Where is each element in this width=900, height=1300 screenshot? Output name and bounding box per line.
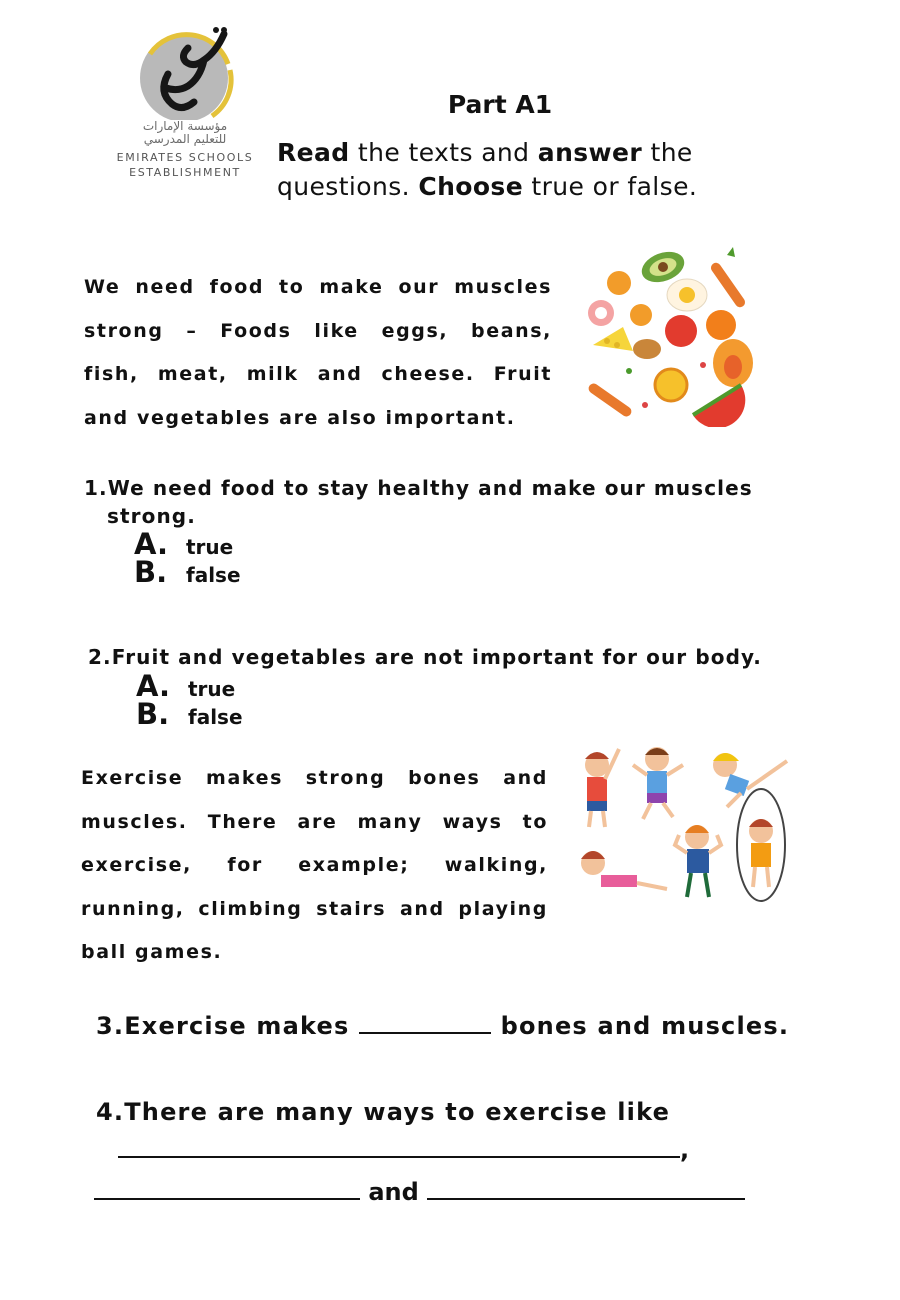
passage-line: strong – Foods like eggs, beans,	[84, 319, 552, 342]
question-text: We need food to stay healthy and make our muscles	[107, 476, 753, 500]
passage-line: We need food to make our muscles	[84, 276, 552, 298]
food-collage-icon	[583, 245, 768, 427]
answer-blank[interactable]	[94, 1197, 360, 1200]
and-word: and	[368, 1178, 419, 1206]
question-3	[96, 1012, 789, 1040]
option-letter: A.	[136, 669, 170, 703]
instruction-choose: Choose	[418, 172, 524, 201]
question-4-line1	[118, 1136, 689, 1164]
kids-exercising-icon	[575, 735, 797, 910]
logo-arabic-line1: مؤسسة الإمارات	[142, 119, 228, 133]
instruction-text	[277, 136, 747, 204]
passage-exercise	[81, 757, 548, 975]
passage-line: muscles. There are many ways to	[81, 810, 548, 833]
part-title: Part A1	[447, 90, 553, 119]
answer-blank[interactable]	[359, 1031, 491, 1034]
question-number: 1.	[84, 476, 108, 500]
option-letter: B.	[136, 697, 170, 731]
option-b[interactable]	[136, 697, 243, 731]
answer-blank[interactable]	[427, 1197, 745, 1200]
question-1	[84, 474, 753, 502]
passage-line: Exercise makes strong bones and	[81, 767, 548, 789]
logo-english-line2: ESTABLISHMENT	[129, 166, 241, 179]
logo-arabic-line2: للتعليم المدرسي	[143, 132, 227, 146]
instruction-part2: the questions.	[277, 138, 693, 201]
passage-line: running, climbing stairs and playing	[81, 897, 548, 920]
passage-line: exercise, for example; walking,	[81, 854, 548, 876]
question-number: 2.	[88, 645, 112, 669]
taleem-logo-mark-icon	[112, 24, 258, 120]
question-4: 4.There are many ways to exercise like	[96, 1098, 671, 1126]
instruction-part3: true or false.	[523, 172, 698, 201]
question-1-line2: strong.	[107, 504, 196, 528]
question-4-line2	[94, 1178, 745, 1206]
option-letter: B.	[134, 555, 168, 589]
comma: ,	[680, 1136, 690, 1164]
instruction-read: Read	[277, 138, 350, 167]
instruction-answer: answer	[537, 138, 643, 167]
logo-english-line1: EMIRATES SCHOOLS	[116, 151, 254, 164]
passage-food	[84, 266, 552, 440]
option-text: false	[186, 563, 241, 587]
question-3-prefix: 3.Exercise makes	[96, 1012, 350, 1040]
passage-line: and vegetables are also important.	[84, 406, 516, 429]
question-2	[88, 643, 762, 671]
emirates-schools-logo	[112, 24, 258, 189]
question-3-suffix: bones and muscles.	[500, 1012, 790, 1040]
option-a[interactable]	[134, 527, 234, 561]
answer-blank[interactable]	[118, 1155, 680, 1158]
passage-line: fish, meat, milk and cheese. Fruit	[84, 363, 552, 385]
option-a[interactable]	[136, 669, 236, 703]
option-text: false	[188, 705, 243, 729]
option-b[interactable]	[134, 555, 241, 589]
passage-line: ball games.	[81, 941, 223, 963]
option-text: true	[186, 535, 234, 559]
question-text: Fruit and vegetables are not important for our body.	[111, 645, 763, 669]
option-letter: A.	[134, 527, 168, 561]
instruction-part1: the texts and	[349, 138, 538, 167]
option-text: true	[188, 677, 236, 701]
